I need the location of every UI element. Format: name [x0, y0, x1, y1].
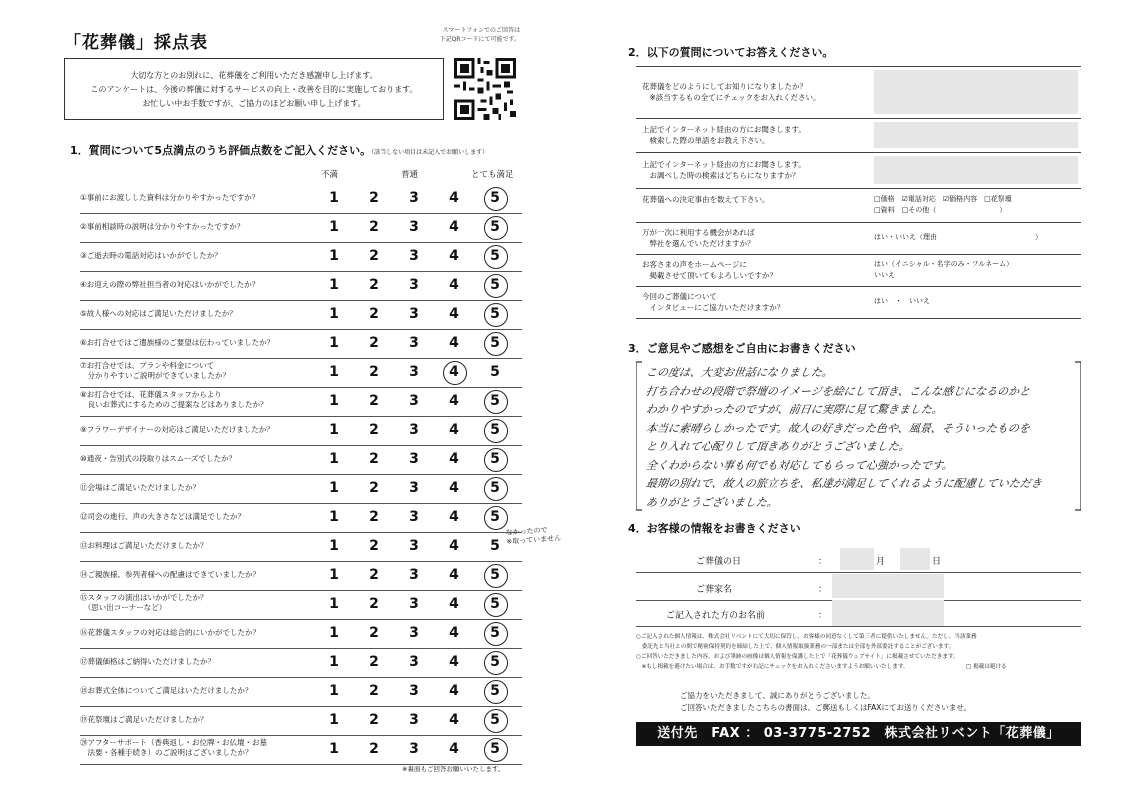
score-option-2[interactable]: 2: [369, 335, 379, 351]
survey-row-label-label2: 掲載させて頂いてもよろしいですか？: [642, 271, 777, 280]
writer-name-colon: ：: [818, 611, 828, 621]
notice-line2: ○ご回答いただきました内容、および筆跡の画像は個人情報を保護した上で「花葬儀ウェブサイト」に掲載させていただきます。: [636, 654, 959, 660]
qr-code-icon[interactable]: [454, 58, 516, 120]
score-option-4[interactable]: 4: [449, 538, 459, 554]
funeral-date-label: ご葬儀の日: [696, 557, 742, 567]
score-option-5[interactable]: 5: [490, 335, 500, 351]
selected-score-circle: [484, 274, 508, 298]
score-option-2[interactable]: 2: [369, 596, 379, 612]
score-option-3[interactable]: 3: [409, 625, 419, 641]
comment-area[interactable]: [636, 358, 1081, 514]
score-option-5[interactable]: 5: [490, 712, 500, 728]
question-text: [80, 628, 260, 638]
score-option-4[interactable]: 4: [449, 306, 459, 322]
score-option-3[interactable]: 3: [409, 480, 419, 496]
comment-line: 全くわからない事も何でも対応してもらって心強かったです。: [645, 458, 954, 472]
survey-row-label: [642, 194, 770, 205]
selected-score-circle: [484, 216, 508, 240]
question-text-line1: ⑤故人様への対応はご満足いただけましたか？: [80, 309, 237, 318]
selected-score-circle: [484, 448, 508, 472]
comment-line: 最期の別れで、故人の旅立ちを、私達が満足してくれるように配慮していただき: [645, 477, 1043, 490]
survey-answer-field[interactable]: [874, 70, 1078, 114]
fax-banner: 送付先 FAX ： 03-3775-2752 株式会社リベント「花葬儀」: [636, 722, 1081, 746]
intro-box: [64, 58, 444, 120]
scale-mid: 普通: [401, 170, 419, 180]
writer-name-label: ご記入された方のお名前: [666, 611, 766, 621]
score-option-5[interactable]: 5: [490, 480, 500, 496]
score-option-2[interactable]: 2: [369, 625, 379, 641]
score-option-2[interactable]: 2: [369, 306, 379, 322]
section1-heading: [70, 142, 488, 158]
section1-heading-note: （該当しない項目は未記入でお願いします）: [371, 149, 489, 156]
selected-score-circle: [443, 361, 467, 385]
question-text-line1: ⑬お料理はご満足いただけましたか？: [80, 541, 208, 550]
score-option-1[interactable]: 1: [329, 480, 339, 496]
survey-row: [636, 254, 1081, 287]
score-option-5[interactable]: 5: [490, 190, 500, 206]
score-option-5[interactable]: 5: [490, 393, 500, 409]
question-text-line2: 法要・各種手続き）のご説明はございましたか？: [80, 748, 253, 757]
score-option-1[interactable]: 1: [329, 654, 339, 670]
question-text: [80, 338, 274, 348]
score-option-4[interactable]: 4: [449, 509, 459, 525]
survey-answer-value: はい（イニシャル・名字のみ・フルネーム）: [874, 260, 1014, 268]
score-option-4[interactable]: 4: [449, 596, 459, 612]
survey-row-label-label2: ※該当するもの全てにチェックをお入れください。: [642, 93, 821, 102]
survey-row-label-label2: インタビューにご協力いただけますか？: [642, 303, 785, 312]
score-option-4[interactable]: 4: [449, 654, 459, 670]
selected-score-circle: [484, 709, 508, 733]
score-option-5[interactable]: 5: [490, 248, 500, 264]
score-option-3[interactable]: 3: [409, 538, 419, 554]
question-text: [80, 390, 268, 410]
score-option-4[interactable]: 4: [449, 219, 459, 235]
score-option-1[interactable]: 1: [329, 712, 339, 728]
score-option-1[interactable]: 1: [329, 567, 339, 583]
survey-row-label-label1: 花葬儀への決定事由を数えて下さい。: [642, 195, 770, 204]
section4-heading: 4．お客様の情報をお書きください: [628, 522, 801, 535]
score-option-3[interactable]: 3: [409, 509, 419, 525]
score-option-3[interactable]: 3: [409, 683, 419, 699]
survey-answer-value: はい・いいえ（理由 ）: [874, 233, 1042, 241]
survey-row: [636, 66, 1081, 119]
score-option-4[interactable]: 4: [449, 364, 459, 380]
privacy-notice: [636, 632, 1081, 672]
score-option-3[interactable]: 3: [409, 306, 419, 322]
selected-score-circle: [484, 390, 508, 414]
question-text: [80, 454, 236, 464]
score-option-1[interactable]: 1: [329, 190, 339, 206]
survey-row-label-label2: 弊社を選んでいただけますか？: [642, 239, 755, 248]
score-option-1[interactable]: 1: [329, 219, 339, 235]
survey-answer-field[interactable]: [874, 156, 1078, 184]
score-option-4[interactable]: 4: [449, 451, 459, 467]
question-text-line1: ⑲花祭壇はご満足いただけましたか？: [80, 715, 208, 724]
question-row: [80, 532, 522, 562]
question-text-line1: ⑩通夜・告別式の段取りはスムーズでしたか？: [80, 454, 236, 463]
question-text-line1: ①事前にお渡しした資料は分かりやすかったですか？: [80, 193, 260, 202]
question-row: [80, 213, 522, 243]
form-title: 「花葬儀」採点表: [64, 33, 208, 53]
question-text: [80, 593, 208, 613]
score-option-5[interactable]: 5: [490, 625, 500, 641]
question-row: [80, 445, 522, 475]
funeral-month-field[interactable]: [840, 548, 874, 570]
score-option-4[interactable]: 4: [449, 190, 459, 206]
survey-row-label-label1: 今回のご葬儀について: [642, 292, 717, 301]
q13-handwritten-note: [505, 525, 561, 547]
score-option-1[interactable]: 1: [329, 393, 339, 409]
score-option-1[interactable]: 1: [329, 741, 339, 757]
selected-score-circle: [484, 477, 508, 501]
comment-line: とり入れて心配りして頂きありがとうございました。: [645, 440, 911, 453]
score-option-1[interactable]: 1: [329, 538, 339, 554]
selected-score-circle: [484, 680, 508, 704]
question-row: [80, 474, 522, 504]
selected-score-circle: [484, 187, 508, 211]
question-row: [80, 648, 522, 678]
comment-line: 打ち合わせの段階で祭壇のイメージを絵にして頂き、こんな感じになるのかと: [645, 384, 1032, 398]
survey-row-label-label1: 上記でインターネット経由の方にお聞きします。: [642, 125, 806, 134]
score-option-5[interactable]: 5: [490, 596, 500, 612]
survey-row-label-label1: お客さまの声をホームページに: [642, 260, 747, 269]
question-text: [80, 570, 260, 580]
score-option-2[interactable]: 2: [369, 509, 379, 525]
survey-answer[interactable]: [874, 194, 1012, 216]
section3-heading: 3．ご意見やご感想をご自由にお書きください: [628, 342, 856, 355]
score-option-4[interactable]: 4: [449, 567, 459, 583]
score-option-4[interactable]: 4: [449, 248, 459, 264]
score-option-2[interactable]: 2: [369, 538, 379, 554]
score-option-3[interactable]: 3: [409, 596, 419, 612]
score-option-4[interactable]: 4: [449, 422, 459, 438]
score-option-5[interactable]: 5: [490, 422, 500, 438]
intro-line1: 大切な方とのお別れに、花葬儀をご利用いただき感謝申し上げます。: [130, 71, 378, 80]
score-option-4[interactable]: 4: [449, 625, 459, 641]
survey-row-label-label1: 上記でインターネット経由の方にお聞きします。: [642, 160, 806, 169]
q13-note-line2: ※取っていません: [506, 534, 562, 546]
survey-row-label: [642, 124, 806, 146]
score-option-1[interactable]: 1: [329, 422, 339, 438]
survey-answer-value2: □資料 □その他（ ）: [874, 206, 1007, 214]
question-text-line2: 分かりやすいご説明ができていましたか？: [80, 371, 230, 380]
question-row: [80, 503, 522, 533]
notice-line1b: 委託先と当社との間で秘密保持契約を締結した上で、個人情報取扱業務の一部または全部を外部委託することがございます。: [636, 644, 955, 650]
survey-answer-value2: いいえ: [874, 271, 895, 279]
score-option-3[interactable]: 3: [409, 741, 419, 757]
survey-row: [636, 286, 1081, 319]
writer-name-field[interactable]: [832, 600, 944, 626]
score-option-3[interactable]: 3: [409, 335, 419, 351]
question-text-line1: ⑮スタッフの演出はいかがでしたか？: [80, 593, 208, 602]
question-text-line1: ⑱お葬式全体についてご満足はいただけましたか？: [80, 686, 253, 695]
score-option-1[interactable]: 1: [329, 364, 339, 380]
question-text-line1: ⑨フラワーデザイナーの対応はご満足いただけましたか？: [80, 425, 274, 434]
score-option-1[interactable]: 1: [329, 306, 339, 322]
selected-score-circle: [484, 245, 508, 269]
survey-row-label: [642, 81, 821, 103]
survey-row-label-label2: 検索した際の単語をお教え下さい。: [642, 136, 770, 145]
score-option-3[interactable]: 3: [409, 364, 419, 380]
qr-note-line1: スマートフォンでのご回答は: [442, 27, 520, 34]
score-option-5[interactable]: 5: [490, 567, 500, 583]
comment-line: わかりやすかったのですが、前日に実際に見て驚きました。: [645, 403, 944, 416]
survey-answer[interactable]: [874, 296, 930, 307]
notice-line3-wrap: [636, 662, 1081, 672]
question-row: [80, 300, 522, 330]
score-option-2[interactable]: 2: [369, 654, 379, 670]
score-option-3[interactable]: 3: [409, 712, 419, 728]
question-row: [80, 358, 522, 388]
question-text-line1: ⑧お打合せでは、花葬儀スタッフからより: [80, 390, 222, 399]
avoid-publish-checkbox[interactable]: □ 掲載は避ける: [966, 664, 1007, 670]
score-option-1[interactable]: 1: [329, 451, 339, 467]
score-option-5[interactable]: 5: [490, 683, 500, 699]
survey-row-label-label1: 万が一次に利用する機会があれば: [642, 228, 755, 237]
score-option-2[interactable]: 2: [369, 567, 379, 583]
score-option-1[interactable]: 1: [329, 248, 339, 264]
question-text: [80, 657, 215, 667]
qr-note-line2: 下記QRコードにて可能です。: [439, 36, 520, 43]
survey-answer[interactable]: [874, 259, 1013, 281]
survey-row-label-label1: 花葬儀をどのようにしてお知りになりましたか？: [642, 82, 807, 91]
question-row: [80, 706, 522, 736]
question-text: [80, 193, 259, 203]
thanks-text: [680, 690, 971, 714]
score-option-2[interactable]: 2: [369, 248, 379, 264]
score-option-2[interactable]: 2: [369, 219, 379, 235]
scale-high: とても満足: [471, 170, 514, 180]
question-text: [80, 251, 222, 261]
score-option-3[interactable]: 3: [409, 422, 419, 438]
question-text: [80, 309, 237, 319]
survey-row-label: [642, 159, 806, 181]
question-row: [80, 184, 522, 214]
family-name-label: ご葬家名: [696, 585, 733, 595]
score-option-2[interactable]: 2: [369, 393, 379, 409]
family-name-field[interactable]: [832, 574, 944, 598]
funeral-day-field[interactable]: [900, 548, 930, 570]
score-option-4[interactable]: 4: [449, 335, 459, 351]
intro-line3: お忙しい中お手数ですが、ご協力のほどお願い申し上げます。: [142, 99, 366, 108]
question-row: [80, 561, 522, 591]
selected-score-circle: [484, 332, 508, 356]
score-option-2[interactable]: 2: [369, 190, 379, 206]
score-option-2[interactable]: 2: [369, 683, 379, 699]
score-option-2[interactable]: 2: [369, 712, 379, 728]
score-option-1[interactable]: 1: [329, 596, 339, 612]
question-row: [80, 619, 522, 649]
month-label: 月: [876, 557, 886, 567]
score-option-5[interactable]: 5: [490, 451, 500, 467]
selected-score-circle: [484, 564, 508, 588]
question-text: [80, 512, 245, 522]
score-option-4[interactable]: 4: [449, 741, 459, 757]
intro-line2: このアンケートは、今後の葬儀に対するサービスの向上・改善を目的に実施しております。: [90, 85, 418, 94]
score-option-2[interactable]: 2: [369, 277, 379, 293]
score-option-1[interactable]: 1: [329, 509, 339, 525]
selected-score-circle: [484, 303, 508, 327]
question-text: [80, 280, 259, 290]
question-text-line1: ⑥お打合せではご遺族様のご要望は伝わっていましたか？: [80, 338, 275, 347]
selected-score-circle: [484, 651, 508, 675]
score-option-3[interactable]: 3: [409, 190, 419, 206]
score-option-3[interactable]: 3: [409, 567, 419, 583]
score-option-5[interactable]: 5: [490, 538, 500, 554]
question-row: [80, 387, 522, 417]
selected-score-circle: [484, 419, 508, 443]
score-option-5[interactable]: 5: [490, 219, 500, 235]
score-option-4[interactable]: 4: [449, 480, 459, 496]
score-option-1[interactable]: 1: [329, 683, 339, 699]
question-text: [80, 686, 252, 696]
survey-answer-value: はい ・ いいえ: [874, 297, 930, 305]
qr-note: [398, 26, 520, 44]
score-option-4[interactable]: 4: [449, 277, 459, 293]
score-option-5[interactable]: 5: [490, 509, 500, 525]
question-row: [80, 271, 522, 301]
question-row: [80, 590, 522, 620]
score-option-2[interactable]: 2: [369, 451, 379, 467]
survey-row: [636, 188, 1081, 223]
question-text: [80, 483, 200, 493]
question-row: [80, 677, 522, 707]
writer-name-row: [636, 606, 1081, 627]
score-option-5[interactable]: 5: [490, 741, 500, 757]
survey-row: [636, 222, 1081, 255]
score-option-1[interactable]: 1: [329, 335, 339, 351]
score-option-2[interactable]: 2: [369, 364, 379, 380]
family-name-colon: ：: [818, 585, 828, 595]
score-option-2[interactable]: 2: [369, 741, 379, 757]
score-option-4[interactable]: 4: [449, 712, 459, 728]
question-text-line1: ⑦お打合せでは、プランや料金について: [80, 361, 215, 370]
survey-row: [636, 118, 1081, 153]
question-text-line2: （思い出コーナーなど）: [80, 603, 167, 612]
selected-score-circle: [484, 506, 508, 530]
question-row: [80, 329, 522, 359]
thanks-line1: ご協力をいただきまして、誠にありがとうございました。: [680, 691, 875, 700]
survey-row-label: [642, 259, 777, 281]
question-text-line1: ⑯花葬儀スタッフの対応は総合的にいかがでしたか？: [80, 628, 260, 637]
score-option-5[interactable]: 5: [490, 277, 500, 293]
survey-row: [636, 152, 1081, 189]
score-option-3[interactable]: 3: [409, 248, 419, 264]
question-text: [80, 715, 208, 725]
selected-score-circle: [484, 593, 508, 617]
survey-answer-value: □価格 ☑電話対応 ☑価格内容 □花祭壇: [874, 195, 1012, 203]
selected-score-circle: [484, 622, 508, 646]
question-row: [80, 416, 522, 446]
scale-low: 不満: [321, 170, 339, 180]
section1-heading-text: 1．質問について5点満点のうち評価点数をご記入ください。: [70, 144, 372, 157]
selected-score-circle: [484, 738, 508, 762]
survey-answer[interactable]: [874, 232, 1042, 243]
question-row: [80, 735, 522, 765]
survey-row-label-label2: お調べした時の検索はどちらになりますか？: [642, 171, 800, 180]
survey-answer-field[interactable]: [874, 122, 1078, 148]
section2-heading: 2．以下の質問についてお答えください。: [628, 46, 834, 59]
question-text: [80, 222, 244, 232]
survey-row-label: [642, 291, 784, 313]
question-text: [80, 738, 267, 758]
score-option-1[interactable]: 1: [329, 277, 339, 293]
family-name-row: [636, 580, 1081, 601]
score-option-4[interactable]: 4: [449, 393, 459, 409]
score-option-5[interactable]: 5: [490, 654, 500, 670]
score-option-5[interactable]: 5: [490, 364, 500, 380]
score-option-4[interactable]: 4: [449, 683, 459, 699]
question-text: [80, 425, 274, 435]
thanks-line2: ご回答いただきましたこちらの書面は、ご郵送もしくはFAXにてお送りくださいませ。: [680, 703, 972, 712]
score-option-2[interactable]: 2: [369, 480, 379, 496]
score-option-3[interactable]: 3: [409, 654, 419, 670]
question-text-line1: ⑳アフターサポート（香典返し・お位牌・お仏壇・お墓: [80, 738, 267, 747]
q13-note-line1: なかったので: [505, 526, 548, 537]
day-label: 日: [932, 557, 942, 567]
question-text: [80, 541, 208, 551]
question-text-line1: ③ご逝去時の電話対応はいかがでしたか？: [80, 251, 222, 260]
score-option-3[interactable]: 3: [409, 277, 419, 293]
score-option-3[interactable]: 3: [409, 451, 419, 467]
score-option-3[interactable]: 3: [409, 393, 419, 409]
score-option-2[interactable]: 2: [369, 422, 379, 438]
notice-line1: ○ご記入された個人情報は、株式会社リベントにて大切に保管し、お客様の同意なくして第三者に提供いたしません。ただし、当該業務: [636, 634, 977, 640]
question-text-line1: ②事前相談時の説明は分かりやすかったですか？: [80, 222, 245, 231]
score-option-3[interactable]: 3: [409, 219, 419, 235]
question-text-line1: ⑭ご親族様、参列者様への配慮はできていましたか？: [80, 570, 260, 579]
score-option-5[interactable]: 5: [490, 306, 500, 322]
score-option-1[interactable]: 1: [329, 625, 339, 641]
funeral-date-row: [636, 552, 1081, 573]
comment-line: この度は、大変お世話になりました。: [645, 366, 834, 379]
question-text-line1: ⑪会場はご満足いただけましたか？: [80, 483, 200, 492]
question-text: [80, 361, 230, 381]
comment-line: 本当に素晴らしかったです。故人の好きだった色や、風景、そういったものを: [645, 421, 1031, 435]
notice-line3: ※もし掲載を避けたい場合は、お手数ですが右記にチェックをお入れくださいますようお願いいたします。: [636, 664, 909, 670]
question-row: [80, 242, 522, 272]
question-text-line1: ⑫司会の進行、声の大きさなどは満足でしたか？: [80, 512, 245, 521]
survey-row-label: [642, 227, 755, 249]
question-text-line2: 良いお葬式にするためのご提案などはありましたか？: [80, 400, 268, 409]
question-text-line1: ⑰葬儀価格はご納得いただけましたか？: [80, 657, 215, 666]
question-text-line1: ④お迎えの際の弊社担当者の対応はいかがでしたか？: [80, 280, 260, 289]
page-footer-note: ※裏面もご回答お願いいたします。: [402, 765, 505, 773]
comment-line: ありがとうございました。: [645, 495, 779, 509]
funeral-date-colon: ：: [818, 557, 828, 567]
